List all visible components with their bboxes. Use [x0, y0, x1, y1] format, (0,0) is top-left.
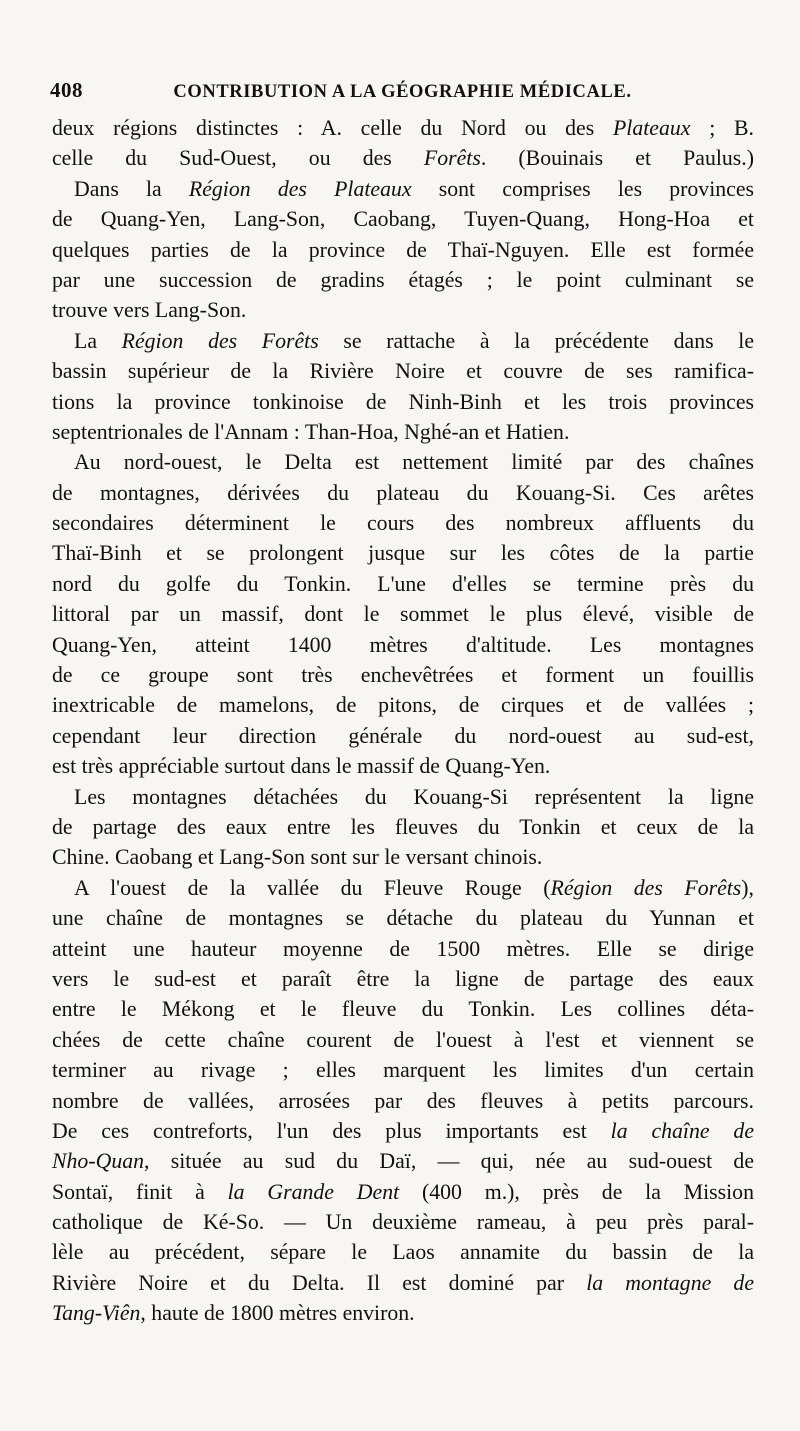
text-line	[52, 599, 754, 629]
text-run: Thaï-Binh et se prolongent jusque sur les côtes de la partie	[52, 541, 754, 566]
text-line	[52, 1207, 754, 1237]
text-run: nord du golfe du Tonkin. L'une d'elles se termine près du	[52, 571, 754, 596]
text-run: septentrionales de l'Annam : Than-Hoa, Nghé-an et Hatien.	[52, 419, 570, 444]
text-run: atteint une hauteur moyenne de 1500 mètres. Elle se dirige	[52, 936, 754, 961]
text-run: La	[74, 328, 122, 353]
text-run: celle du Sud-Ouest, ou des	[52, 146, 424, 171]
italic-run: Région des Forêts	[121, 328, 319, 353]
text-line	[52, 295, 754, 325]
text-run: (400 m.), près de la Mission	[399, 1179, 754, 1204]
italic-run: la montagne de	[586, 1270, 755, 1295]
text-line	[52, 1116, 754, 1146]
text-run: Les montagnes détachées du Kouang-Si représentent la ligne	[74, 784, 754, 809]
text-line	[52, 326, 754, 356]
text-line	[52, 660, 754, 690]
text-line	[52, 630, 754, 660]
text-run: Dans la	[74, 176, 189, 201]
text-run: de partage des eaux entre les fleuves du Tonkin et ceux de la	[52, 814, 754, 839]
text-line	[52, 265, 754, 295]
text-line	[52, 812, 754, 842]
text-line	[52, 782, 754, 812]
text-run: bassin supérieur de la Rivière Noire et couvre de ses ramifica-	[52, 359, 754, 384]
italic-run: Plateaux	[612, 116, 691, 140]
text-line	[52, 387, 754, 417]
text-run: se rattache à la précédente dans le	[318, 328, 754, 353]
text-run: par une succession de gradins étagés ; le point culminant se	[52, 267, 754, 292]
page-number: 408	[50, 78, 83, 102]
text-run: Chine. Caobang et Lang-Son sont sur le versant chinois.	[52, 845, 543, 870]
body-text	[52, 113, 754, 1329]
text-line	[52, 143, 754, 173]
text-line	[52, 204, 754, 234]
text-line	[52, 1268, 754, 1298]
text-run: lèle au précédent, sépare le Laos annamite du bassin de la	[52, 1240, 754, 1265]
text-run: deux régions distinctes : A. celle du Nord ou des	[52, 116, 613, 140]
text-line	[52, 964, 754, 994]
text-run: trouve vers Lang-Son.	[52, 298, 247, 323]
running-head: CONTRIBUTION A LA GÉOGRAPHIE MÉDICALE.	[173, 82, 632, 102]
text-line	[52, 1237, 754, 1267]
text-line	[52, 1146, 754, 1176]
text-run: A l'ouest de la vallée du Fleuve Rouge (	[74, 875, 551, 900]
text-run: est très appréciable surtout dans le massif de Quang-Yen.	[52, 754, 551, 779]
text-run: sont comprises les provinces	[411, 176, 754, 201]
italic-run: Nho-Quan	[52, 1149, 145, 1174]
text-line	[52, 751, 754, 781]
text-line	[52, 1298, 754, 1328]
text-line	[52, 842, 754, 872]
text-run: inextricable de mamelons, de pitons, de cirques et de vallées ;	[52, 693, 754, 718]
text-run: une chaîne de montagnes se détache du plateau du Yunnan et	[52, 906, 754, 931]
text-line	[52, 417, 754, 447]
text-line	[52, 721, 754, 751]
text-run: , haute de 1800 mètres environ.	[140, 1301, 415, 1326]
text-line	[52, 174, 754, 204]
italic-run: la Grande Dent	[227, 1179, 400, 1204]
text-run: terminer au rivage ; elles marquent les limites d'un certain	[52, 1058, 754, 1083]
text-run: ; B.	[690, 116, 754, 140]
text-run: de Quang-Yen, Lang-Son, Caobang, Tuyen-Quang, Hong-Hoa et	[52, 207, 754, 232]
text-line	[52, 1055, 754, 1085]
text-run: . (Bouinais et Paulus.)	[480, 146, 754, 171]
text-line	[52, 1025, 754, 1055]
text-run: De ces contreforts, l'un des plus importants est	[52, 1118, 611, 1143]
italic-run: Tang-Viên	[52, 1301, 141, 1326]
text-run: Rivière Noire et du Delta. Il est dominé par	[52, 1270, 587, 1295]
text-run: quelques parties de la province de Thaï-Nguyen. Elle est formée	[52, 237, 754, 262]
text-line	[52, 447, 754, 477]
text-line	[52, 1177, 754, 1207]
text-run: tions la province tonkinoise de Ninh-Binh et les trois provinces	[52, 389, 754, 414]
text-run: de montagnes, dérivées du plateau du Kouang-Si. Ces arêtes	[52, 480, 754, 505]
text-line	[52, 508, 754, 538]
italic-run: Région des Plateaux	[188, 176, 412, 201]
text-line	[52, 538, 754, 568]
text-run: Quang-Yen, atteint 1400 mètres d'altitude. Les montagnes	[52, 632, 754, 657]
text-line	[52, 478, 754, 508]
text-run: de ce groupe sont très enchevêtrées et forment un fouillis	[52, 663, 754, 688]
text-run: cependant leur direction générale du nord-ouest au sud-est,	[52, 723, 754, 748]
italic-run: Région des Forêts	[550, 875, 742, 900]
text-line	[52, 113, 754, 143]
text-run: littoral par un massif, dont le sommet le plus élevé, visible de	[52, 602, 754, 627]
text-run: ),	[741, 875, 755, 900]
text-line	[52, 356, 754, 386]
text-line	[52, 690, 754, 720]
text-run: nombre de vallées, arrosées par des fleuves à petits parcours.	[52, 1088, 754, 1113]
text-run: catholique de Ké-So. — Un deuxième rameau, à peu près paral-	[52, 1210, 754, 1235]
text-run: , située au sud du Daï, — qui, née au sud-ouest de	[144, 1149, 754, 1174]
text-line	[52, 903, 754, 933]
text-run: Sontaï, finit à	[52, 1179, 228, 1204]
text-run: chées de cette chaîne courent de l'ouest à l'est et viennent se	[52, 1027, 754, 1052]
text-run: entre le Mékong et le fleuve du Tonkin. Les collines déta-	[52, 997, 754, 1022]
text-line	[52, 873, 754, 903]
italic-run: Forêts	[423, 146, 481, 171]
text-line	[52, 994, 754, 1024]
text-run: Au nord-ouest, le Delta est nettement limité par des chaînes	[74, 450, 754, 475]
text-line	[52, 934, 754, 964]
text-run: vers le sud-est et paraît être la ligne de partage des eaux	[52, 966, 754, 991]
text-line	[52, 569, 754, 599]
text-line	[52, 1086, 754, 1116]
page-header	[50, 78, 752, 103]
text-run: secondaires déterminent le cours des nombreux affluents du	[52, 511, 754, 536]
italic-run: la chaîne de	[610, 1118, 754, 1143]
text-line	[52, 235, 754, 265]
